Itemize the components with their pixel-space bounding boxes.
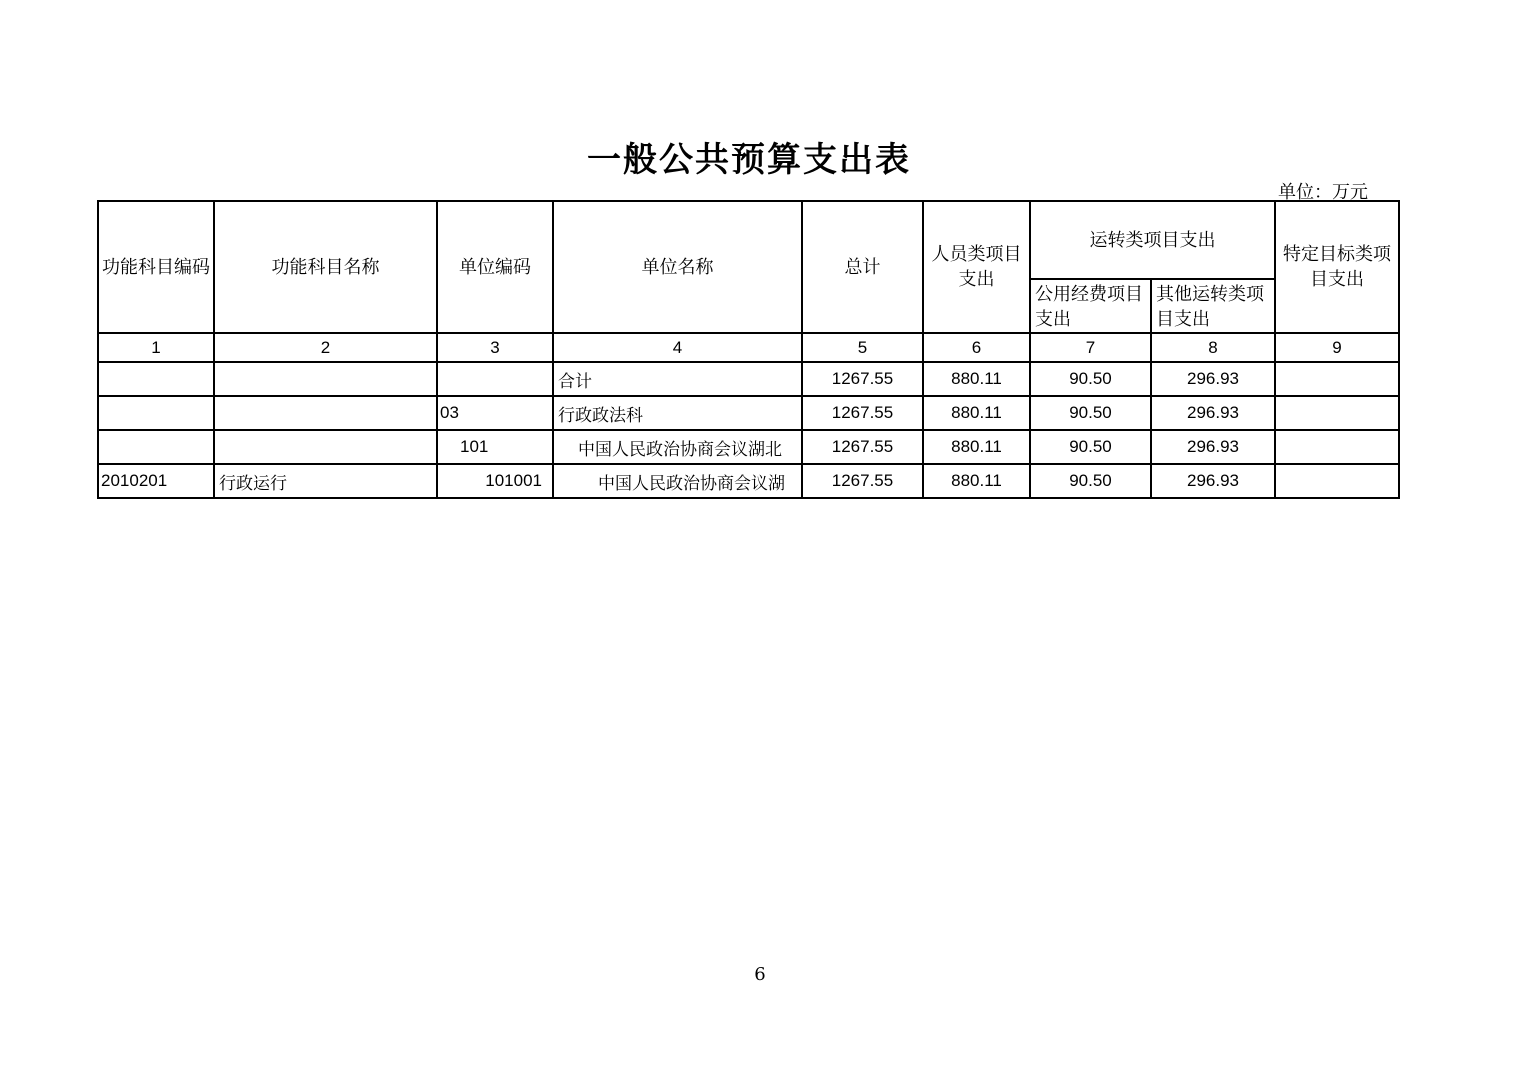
header-other-operation: 其他运转类项目支出 [1151, 279, 1275, 333]
specific-target-cell [1275, 396, 1399, 430]
func-name-cell [214, 430, 437, 464]
func-code-cell: 2010201 [98, 464, 214, 498]
other-operation-cell: 296.93 [1151, 396, 1275, 430]
total-cell: 1267.55 [802, 362, 923, 396]
public-funds-cell: 90.50 [1030, 464, 1151, 498]
table-row [98, 464, 1399, 498]
column-number: 8 [1151, 333, 1275, 362]
header-personnel: 人员类项目支出 [923, 201, 1030, 333]
column-number: 1 [98, 333, 214, 362]
specific-target-cell [1275, 430, 1399, 464]
total-cell: 1267.55 [802, 430, 923, 464]
table-row [98, 396, 1399, 430]
personnel-cell: 880.11 [923, 430, 1030, 464]
other-operation-cell: 296.93 [1151, 430, 1275, 464]
budget-expenditure-table [97, 200, 1400, 499]
total-cell: 1267.55 [802, 464, 923, 498]
func-name-cell: 行政运行 [214, 464, 437, 498]
personnel-cell: 880.11 [923, 464, 1030, 498]
column-number: 7 [1030, 333, 1151, 362]
unit-name-cell: 合计 [553, 362, 802, 396]
unit-code-cell [437, 362, 553, 396]
column-number: 6 [923, 333, 1030, 362]
other-operation-cell: 296.93 [1151, 464, 1275, 498]
column-number: 2 [214, 333, 437, 362]
unit-code-cell: 101001 [437, 464, 553, 498]
personnel-cell: 880.11 [923, 396, 1030, 430]
header-func-code: 功能科目编码 [98, 201, 214, 333]
header-unit-name: 单位名称 [553, 201, 802, 333]
table-row [98, 430, 1399, 464]
public-funds-cell: 90.50 [1030, 362, 1151, 396]
header-public-funds: 公用经费项目支出 [1030, 279, 1151, 333]
page-title: 一般公共预算支出表 [587, 140, 911, 180]
public-funds-cell: 90.50 [1030, 430, 1151, 464]
header-func-name: 功能科目名称 [214, 201, 437, 333]
func-name-cell [214, 396, 437, 430]
specific-target-cell [1275, 464, 1399, 498]
unit-code-cell: 03 [437, 396, 553, 430]
column-number: 5 [802, 333, 923, 362]
func-code-cell [98, 430, 214, 464]
public-funds-cell: 90.50 [1030, 396, 1151, 430]
unit-name-cell: 中国人民政治协商会议湖北 [553, 430, 802, 464]
column-number: 9 [1275, 333, 1399, 362]
unit-name-cell: 中国人民政治协商会议湖 [553, 464, 802, 498]
unit-name-cell: 行政政法科 [553, 396, 802, 430]
header-total: 总计 [802, 201, 923, 333]
header-unit-code: 单位编码 [437, 201, 553, 333]
table-row [98, 362, 1399, 396]
column-number: 4 [553, 333, 802, 362]
header-specific-target: 特定目标类项目支出 [1275, 201, 1399, 333]
unit-label: 单位：万元 [1278, 182, 1368, 203]
func-code-cell [98, 362, 214, 396]
personnel-cell: 880.11 [923, 362, 1030, 396]
column-number: 3 [437, 333, 553, 362]
page-number: 6 [754, 964, 766, 985]
func-code-cell [98, 396, 214, 430]
func-name-cell [214, 362, 437, 396]
total-cell: 1267.55 [802, 396, 923, 430]
header-operation: 运转类项目支出 [1030, 201, 1275, 279]
unit-code-cell: 101 [437, 430, 553, 464]
other-operation-cell: 296.93 [1151, 362, 1275, 396]
specific-target-cell [1275, 362, 1399, 396]
